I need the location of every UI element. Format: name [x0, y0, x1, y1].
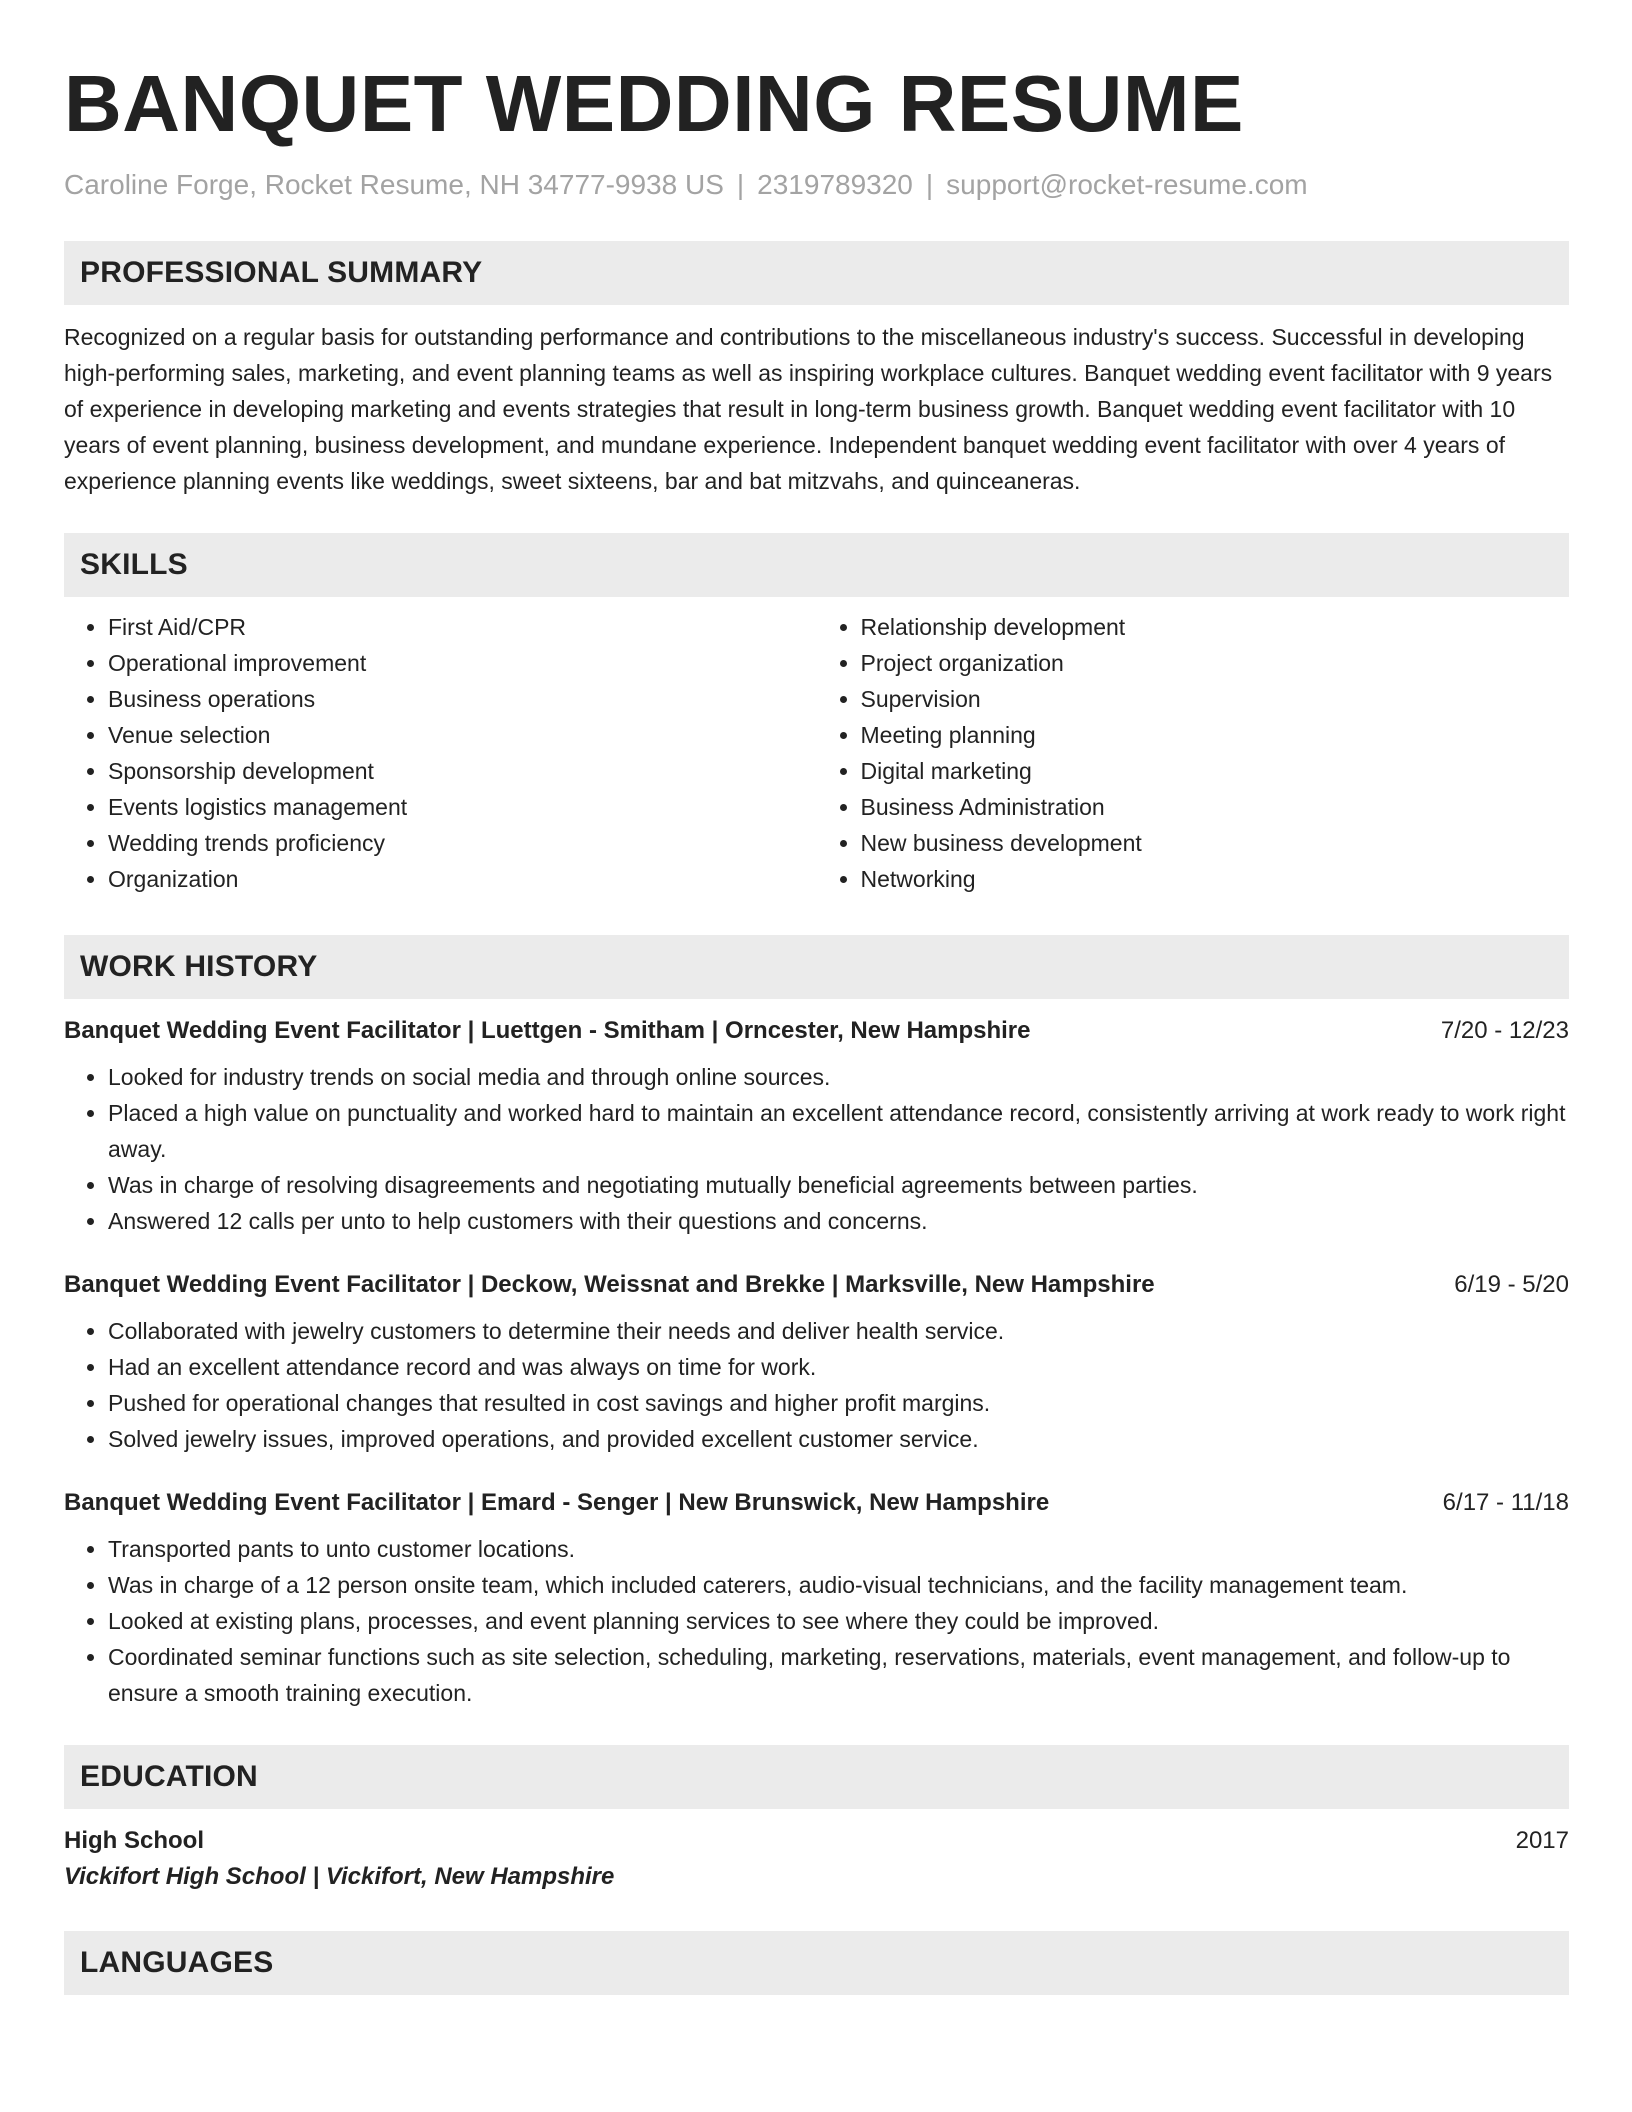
education-year: 2017 — [1515, 1827, 1569, 1854]
section-title: LANGUAGES — [80, 1946, 274, 1979]
skill-item: • Sponsorship development — [108, 753, 817, 789]
skills-list — [64, 609, 1569, 897]
job-bullet: • Pushed for operational changes that resulted in cost savings and higher profit margins. — [108, 1385, 1569, 1421]
skill-item: • Wedding trends proficiency — [108, 825, 817, 861]
section-title: EDUCATION — [80, 1760, 258, 1793]
job-dates: 6/19 - 5/20 — [1454, 1271, 1569, 1298]
education-degree: High School — [64, 1827, 204, 1854]
skill-item: • New business development — [861, 825, 1570, 861]
skill-item: • Project organization — [861, 645, 1570, 681]
education-school: Vickifort High School | Vickifort, New Hampshire — [64, 1863, 615, 1890]
contact-phone: 2319789320 — [757, 169, 913, 200]
contact-separator: | — [736, 169, 745, 200]
section-header-education — [64, 1745, 1569, 1809]
skill-item: • Meeting planning — [861, 717, 1570, 753]
job-bullet: • Was in charge of a 12 person onsite team, which included caterers, audio-visual technicians, and the facility management team. — [108, 1567, 1569, 1603]
skill-item: • Relationship development — [861, 609, 1570, 645]
summary-text: Recognized on a regular basis for outstanding performance and contributions to the miscellaneous industry's success. Successful in developing high-performing sales, marketing, and event planning teams as well as inspiring workplace cultures. Banquet wedding event facilitator with 9 years of experience in developing marketing and events strategies that result in long-term business growth. Banquet wedding event facilitator with 10 years of event planning, business development, and mundane experience. Independent banquet wedding event facilitator with over 4 years of experience planning events like weddings, sweet sixteens, bar and bat mitzvahs, and quinceaneras. — [64, 324, 1553, 494]
contact-address: Caroline Forge, Rocket Resume, NH 34777-9938 US — [64, 169, 724, 200]
job-bullets — [64, 1059, 1569, 1239]
skill-item: • Operational improvement — [108, 645, 817, 681]
skill-item: • Venue selection — [108, 717, 817, 753]
skill-item: • Digital marketing — [861, 753, 1570, 789]
job-bullet: • Solved jewelry issues, improved operations, and provided excellent customer service. — [108, 1421, 1569, 1457]
job-bullet: • Was in charge of resolving disagreements and negotiating mutually beneficial agreements between parties. — [108, 1167, 1569, 1203]
skill-item: • First Aid/CPR — [108, 609, 817, 645]
job-bullets — [64, 1531, 1569, 1711]
job-bullet: • Looked at existing plans, processes, and event planning services to see where they could be improved. — [108, 1603, 1569, 1639]
skill-item: • Business Administration — [861, 789, 1570, 825]
job-bullet: • Coordinated seminar functions such as site selection, scheduling, marketing, reservations, materials, event management, and follow-up to ensure a smooth training execution. — [108, 1639, 1569, 1711]
section-title: PROFESSIONAL SUMMARY — [80, 256, 483, 289]
resume-title: BANQUET WEDDING RESUME — [64, 59, 1244, 148]
education-entry — [64, 1823, 1569, 1895]
skill-item: • Supervision — [861, 681, 1570, 717]
job-bullet: • Transported pants to unto customer locations. — [108, 1531, 1569, 1567]
skills-column-left — [64, 609, 817, 897]
job-bullets — [64, 1313, 1569, 1457]
job-bullet: • Placed a high value on punctuality and worked hard to maintain an excellent attendance record, consistently arriving at work ready to work right away. — [108, 1095, 1569, 1167]
contact-line — [64, 168, 1569, 202]
job-bullet: • Looked for industry trends on social media and through online sources. — [108, 1059, 1569, 1095]
contact-email: support@rocket-resume.com — [946, 169, 1308, 200]
job-bullet: • Had an excellent attendance record and was always on time for work. — [108, 1349, 1569, 1385]
job-bullet: • Collaborated with jewelry customers to determine their needs and deliver health service. — [108, 1313, 1569, 1349]
job-entry — [64, 1269, 1569, 1457]
skill-item: • Business operations — [108, 681, 817, 717]
job-entry — [64, 1487, 1569, 1711]
job-entry — [64, 1015, 1569, 1239]
job-header — [64, 1487, 1569, 1519]
skill-item: • Networking — [861, 861, 1570, 897]
section-title: WORK HISTORY — [80, 950, 318, 983]
job-header — [64, 1269, 1569, 1301]
education-header — [64, 1823, 1569, 1859]
job-title: Banquet Wedding Event Facilitator | Emard - Senger | New Brunswick, New Hampshire — [64, 1489, 1050, 1516]
section-header-skills — [64, 533, 1569, 597]
job-title: Banquet Wedding Event Facilitator | Luettgen - Smitham | Orncester, New Hampshire — [64, 1017, 1031, 1044]
section-header-work-history — [64, 935, 1569, 999]
section-header-languages — [64, 1931, 1569, 1995]
skills-column-right — [817, 609, 1570, 897]
section-title: SKILLS — [80, 548, 188, 581]
job-title: Banquet Wedding Event Facilitator | Deckow, Weissnat and Brekke | Marksville, New Hampshire — [64, 1271, 1155, 1298]
job-dates: 6/17 - 11/18 — [1442, 1489, 1569, 1516]
contact-separator: | — [925, 169, 934, 200]
skill-item: • Events logistics management — [108, 789, 817, 825]
job-header — [64, 1015, 1569, 1047]
job-dates: 7/20 - 12/23 — [1440, 1017, 1569, 1044]
skill-item: • Organization — [108, 861, 817, 897]
section-header-summary — [64, 241, 1569, 305]
job-bullet: • Answered 12 calls per unto to help customers with their questions and concerns. — [108, 1203, 1569, 1239]
